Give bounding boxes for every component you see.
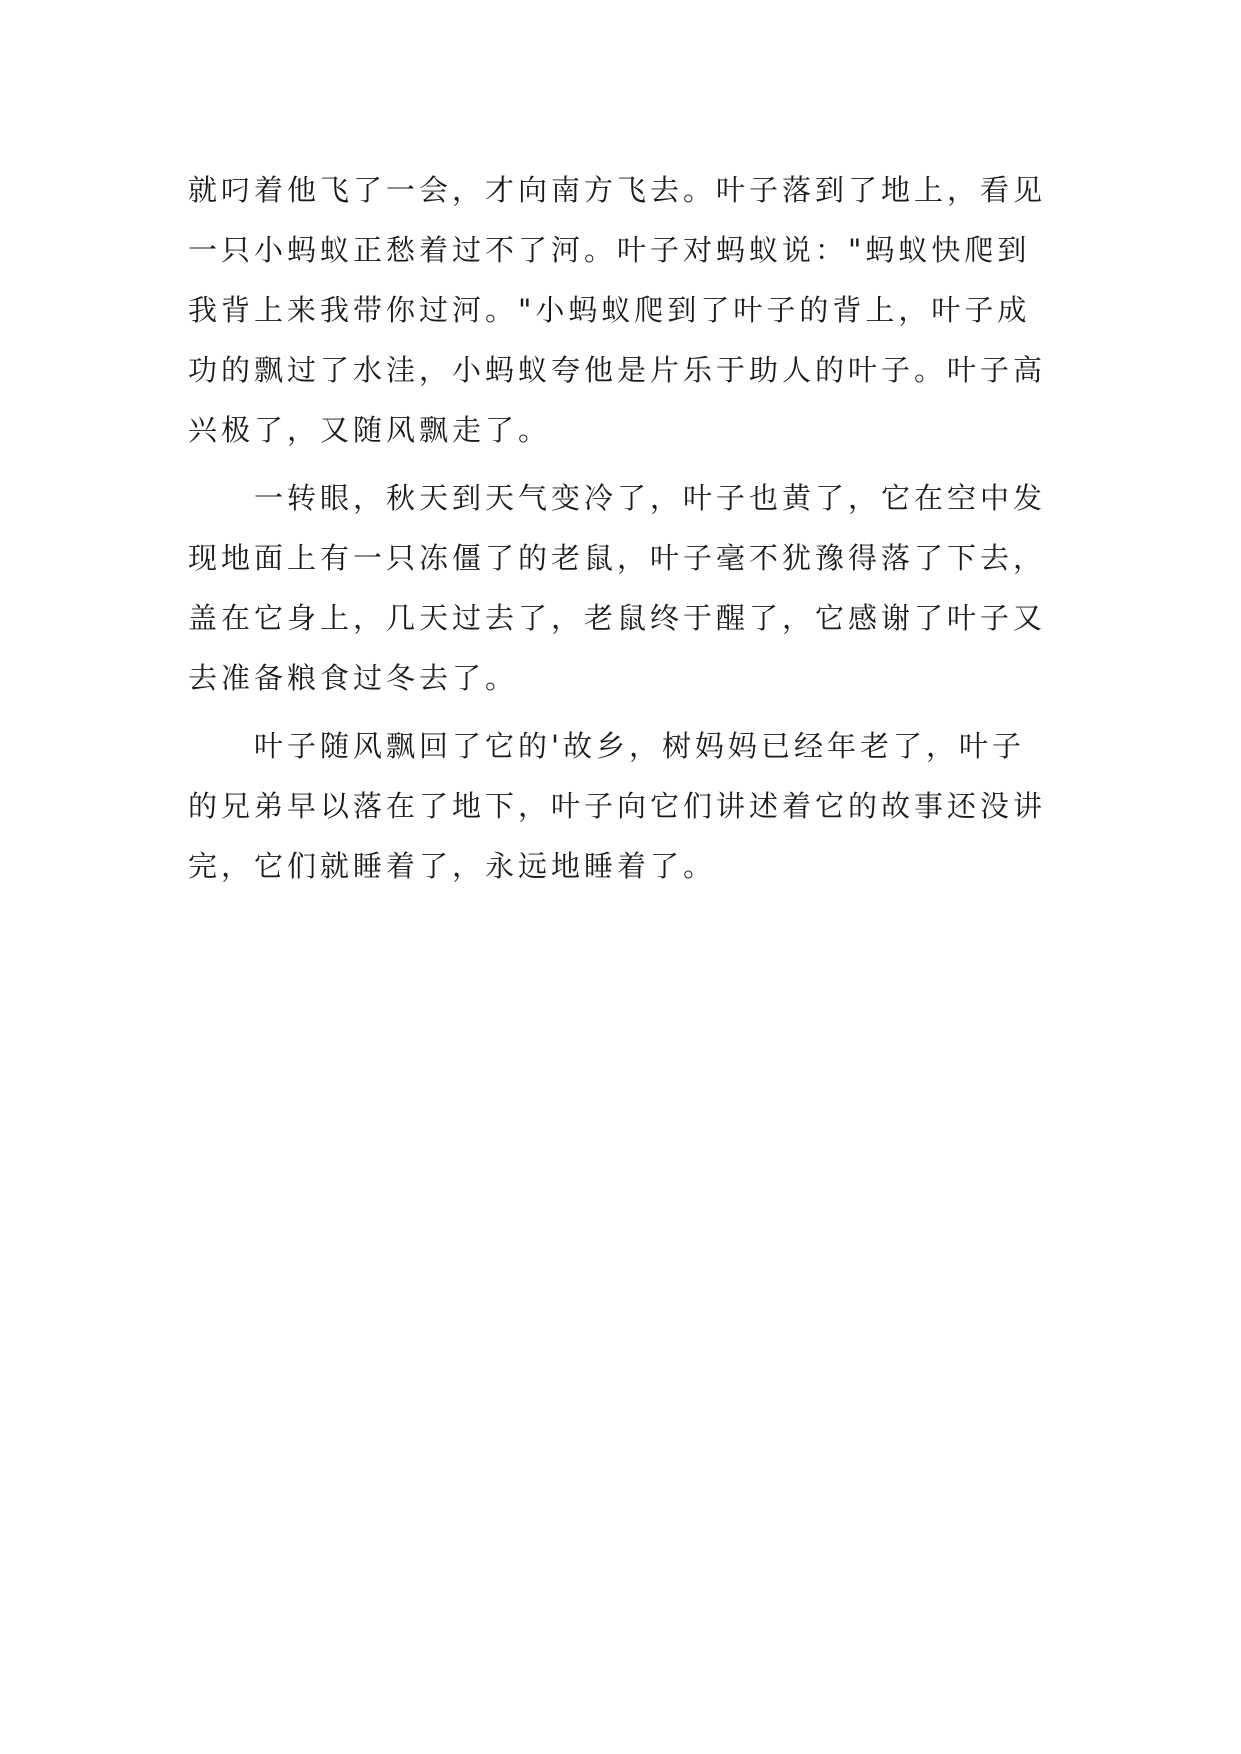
paragraph-spacer <box>188 708 1058 716</box>
text-line: 盖在它身上，几天过去了，老鼠终于醒了，它感谢了叶子又 <box>188 601 1047 635</box>
text-line: 现地面上有一只冻僵了的老鼠，叶子毫不犹豫得落了下去， <box>188 541 1047 575</box>
paragraph-spacer <box>188 460 1058 468</box>
document-body <box>188 160 1058 896</box>
text-line: 的兄弟早以落在了地下，叶子向它们讲述着它的故事还没讲 <box>188 789 1047 823</box>
text-line: 完，它们就睡着了，永远地睡着了。 <box>188 849 717 883</box>
text-line: 一转眼，秋天到天气变冷了，叶子也黄了，它在空中发 <box>188 481 1047 515</box>
text-line: 就叼着他飞了一会，才向南方飞去。叶子落到了地上，看见 <box>188 173 1047 207</box>
text-line: 一只小蚂蚁正愁着过不了河。叶子对蚂蚁说："蚂蚁快爬到 <box>188 233 1031 267</box>
paragraph-1 <box>188 160 1058 460</box>
text-line: 功的飘过了水洼，小蚂蚁夸他是片乐于助人的叶子。叶子高 <box>188 353 1047 387</box>
paragraph-2 <box>188 468 1058 708</box>
text-line: 叶子随风飘回了它的'故乡，树妈妈已经年老了，叶子 <box>188 729 1025 763</box>
text-line: 去准备粮食过冬去了。 <box>188 661 519 695</box>
text-line: 我背上来我带你过河。"小蚂蚁爬到了叶子的背上，叶子成 <box>188 293 1031 327</box>
paragraph-3 <box>188 716 1058 896</box>
text-line: 兴极了，又随风飘走了。 <box>188 413 552 447</box>
